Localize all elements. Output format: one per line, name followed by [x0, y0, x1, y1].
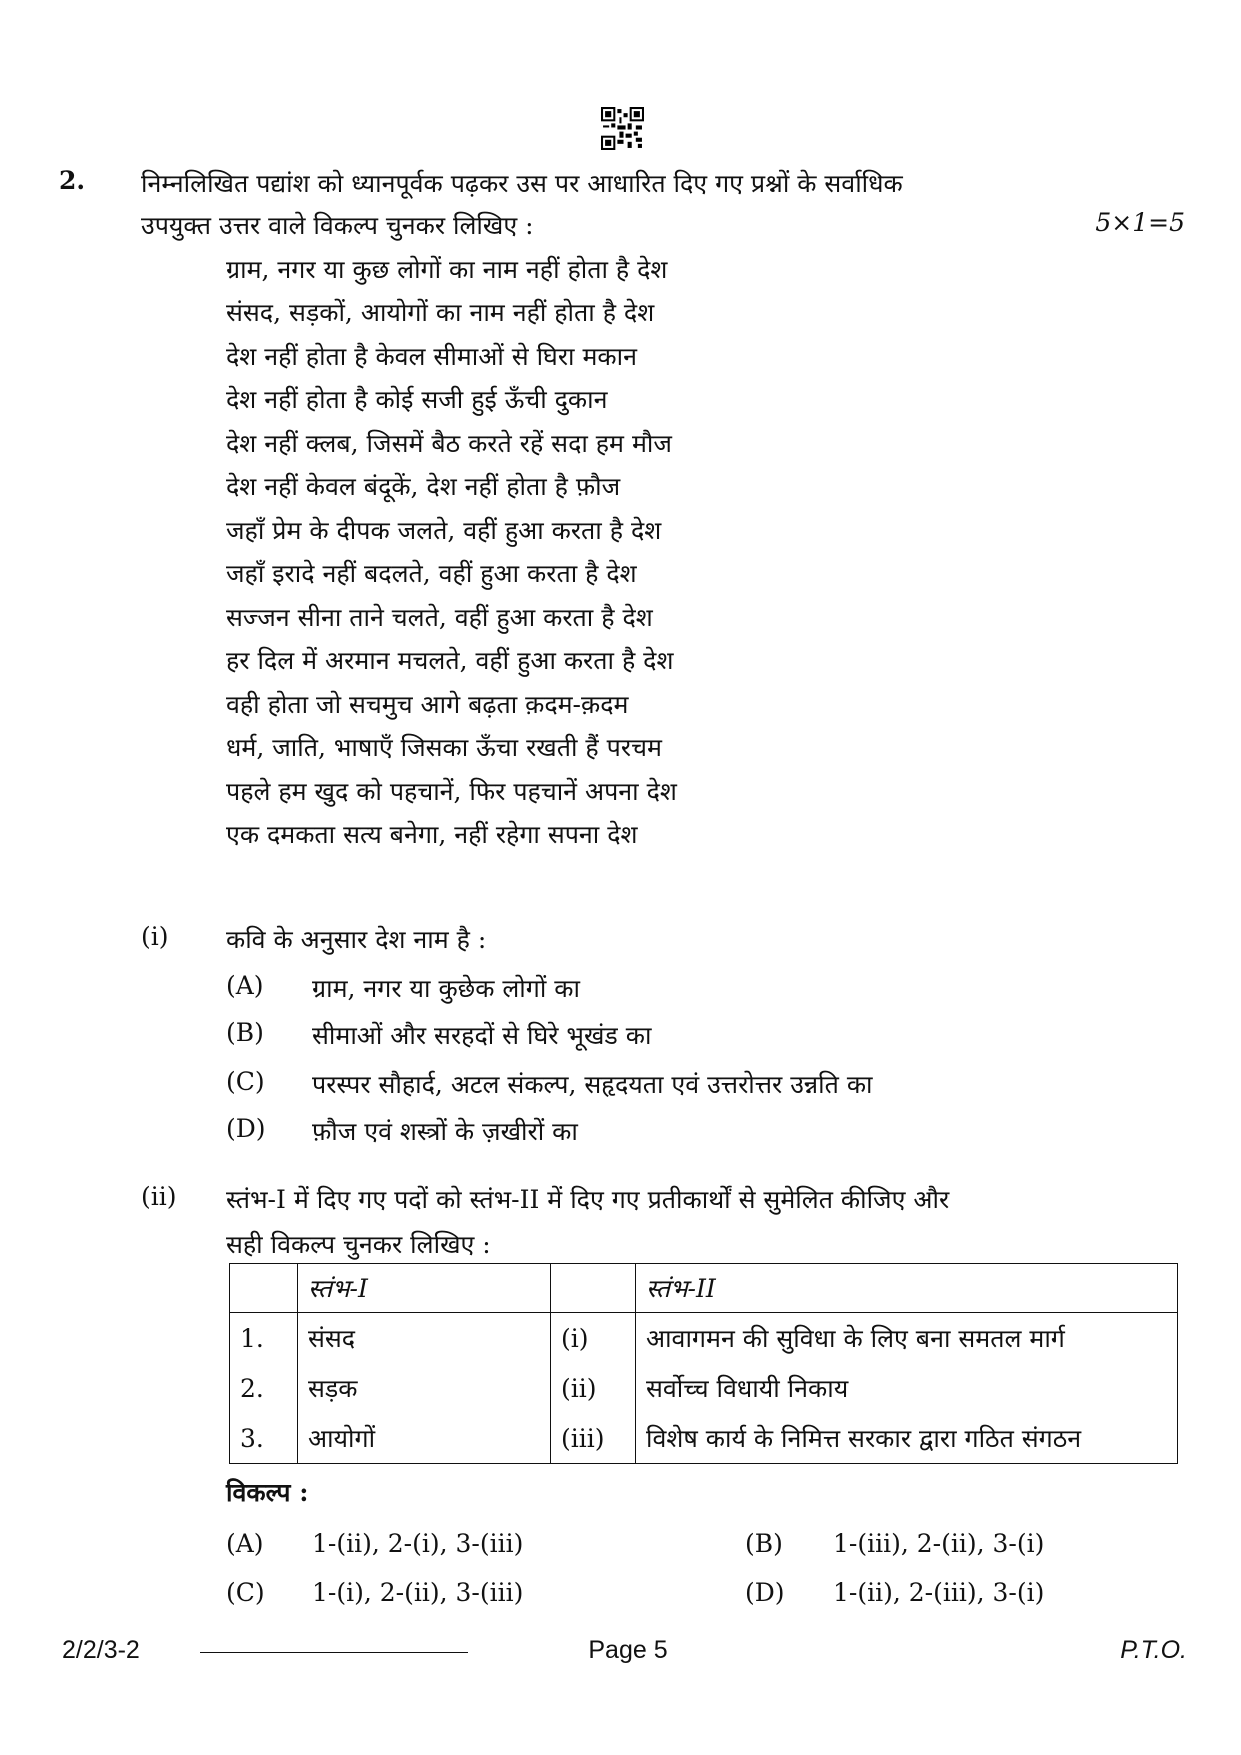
poem-line: सज्जन सीना ताने चलते, वहीं हुआ करता है देश: [226, 603, 653, 632]
row-number: 1.: [230, 1313, 298, 1364]
option-key: (B): [226, 1018, 264, 1047]
row-number: 3.: [230, 1413, 298, 1464]
option-key: (A): [226, 1529, 264, 1558]
page-number: Page 5: [588, 1636, 668, 1664]
question-instruction-line2: उपयुक्त उत्तर वाले विकल्प चुनकर लिखिए :: [141, 211, 534, 240]
column-2-header: स्तंभ-II: [636, 1264, 1178, 1313]
row-meaning: विशेष कार्य के निमित्त सरकार द्वारा गठित संगठन: [646, 1424, 1082, 1453]
option-text: 1-(ii), 2-(i), 3-(iii): [312, 1529, 524, 1558]
poem-line: पहले हम खुद को पहचानें, फिर पहचानें अपना देश: [226, 777, 677, 806]
table-row: [230, 1313, 1178, 1364]
footer-divider: [200, 1652, 468, 1653]
row-roman: (ii): [551, 1363, 636, 1413]
poem-line: देश नहीं होता है केवल सीमाओं से घिरा मकान: [226, 342, 637, 371]
option-key: (D): [226, 1114, 266, 1143]
poem-line: संसद, सड़कों, आयोगों का नाम नहीं होता है देश: [226, 298, 655, 327]
poem-line: हर दिल में अरमान मचलते, वहीं हुआ करता है देश: [226, 646, 674, 675]
option-text: सीमाओं और सरहदों से घिरे भूखंड का: [312, 1021, 652, 1050]
option-key: (A): [226, 971, 264, 1000]
poem-line: देश नहीं क्लब, जिसमें बैठ करते रहें सदा हम मौज: [226, 429, 672, 458]
option-text: 1-(i), 2-(ii), 3-(iii): [312, 1578, 524, 1607]
row-number: 2.: [230, 1363, 298, 1413]
options-heading: विकल्प :: [226, 1478, 309, 1507]
row-meaning: आवागमन की सुविधा के लिए बना समतल मार्ग: [646, 1324, 1065, 1353]
option-text: परस्पर सौहार्द, अटल संकल्प, सहृदयता एवं उत्तरोत्तर उन्नति का: [312, 1070, 873, 1099]
poem-line: जहाँ प्रेम के दीपक जलते, वहीं हुआ करता है देश: [226, 516, 662, 545]
option-text: 1-(iii), 2-(ii), 3-(i): [833, 1529, 1045, 1558]
subquestion-label: (i): [141, 922, 169, 951]
option-text: फ़ौज एवं शस्त्रों के ज़खीरों का: [312, 1117, 578, 1146]
poem-line: जहाँ इरादे नहीं बदलते, वहीं हुआ करता है देश: [226, 559, 637, 588]
table-row: [230, 1363, 1178, 1413]
row-term: सड़क: [298, 1363, 551, 1413]
option-text: ग्राम, नगर या कुछेक लोगों का: [312, 974, 580, 1003]
subquestion-text-line1: स्तंभ-I में दिए गए पदों को स्तंभ-II में दिए गए प्रतीकार्थों से सुमेलित कीजिए और: [226, 1185, 950, 1214]
row-roman: (iii): [551, 1413, 636, 1464]
poem-line: देश नहीं केवल बंदूकें, देश नहीं होता है फ़ौज: [226, 472, 621, 501]
subquestion-label: (ii): [141, 1182, 177, 1211]
column-1-header: स्तंभ-I: [298, 1264, 551, 1313]
please-turn-over: P.T.O.: [1120, 1636, 1187, 1664]
table-row: [230, 1413, 1178, 1464]
match-table: [229, 1263, 1178, 1464]
poem-line: देश नहीं होता है कोई सजी हुई ऊँची दुकान: [226, 385, 608, 414]
subquestion-text: कवि के अनुसार देश नाम है :: [226, 925, 487, 954]
poem-line: ग्राम, नगर या कुछ लोगों का नाम नहीं होता है देश: [226, 255, 668, 284]
question-instruction-line1: निम्नलिखित पद्यांश को ध्यानपूर्वक पढ़कर उस पर आधारित दिए गए प्रश्नों के सर्वाधिक: [141, 169, 903, 198]
row-term: संसद: [298, 1313, 551, 1364]
poem-line: एक दमकता सत्य बनेगा, नहीं रहेगा सपना देश: [226, 820, 638, 849]
row-roman: (i): [551, 1313, 636, 1364]
table-header-row: [230, 1264, 1178, 1313]
subquestion-text-line2: सही विकल्प चुनकर लिखिए :: [226, 1230, 491, 1259]
option-key: (C): [226, 1067, 265, 1096]
qr-code-icon: [601, 107, 644, 150]
option-key: (D): [745, 1578, 785, 1607]
poem-line: वही होता जो सचमुच आगे बढ़ता क़दम-क़दम: [226, 690, 629, 719]
option-key: (C): [226, 1578, 265, 1607]
poem-line: धर्म, जाति, भाषाएँ जिसका ऊँचा रखती हैं परचम: [226, 733, 662, 762]
paper-code: 2/2/3-2: [62, 1636, 140, 1664]
question-marks: 5×1=5: [1095, 208, 1185, 237]
row-term: आयोगों: [298, 1413, 551, 1464]
row-meaning: सर्वोच्च विधायी निकाय: [646, 1374, 849, 1403]
option-text: 1-(ii), 2-(iii), 3-(i): [833, 1578, 1045, 1607]
question-number: 2.: [59, 166, 86, 195]
option-key: (B): [745, 1529, 783, 1558]
